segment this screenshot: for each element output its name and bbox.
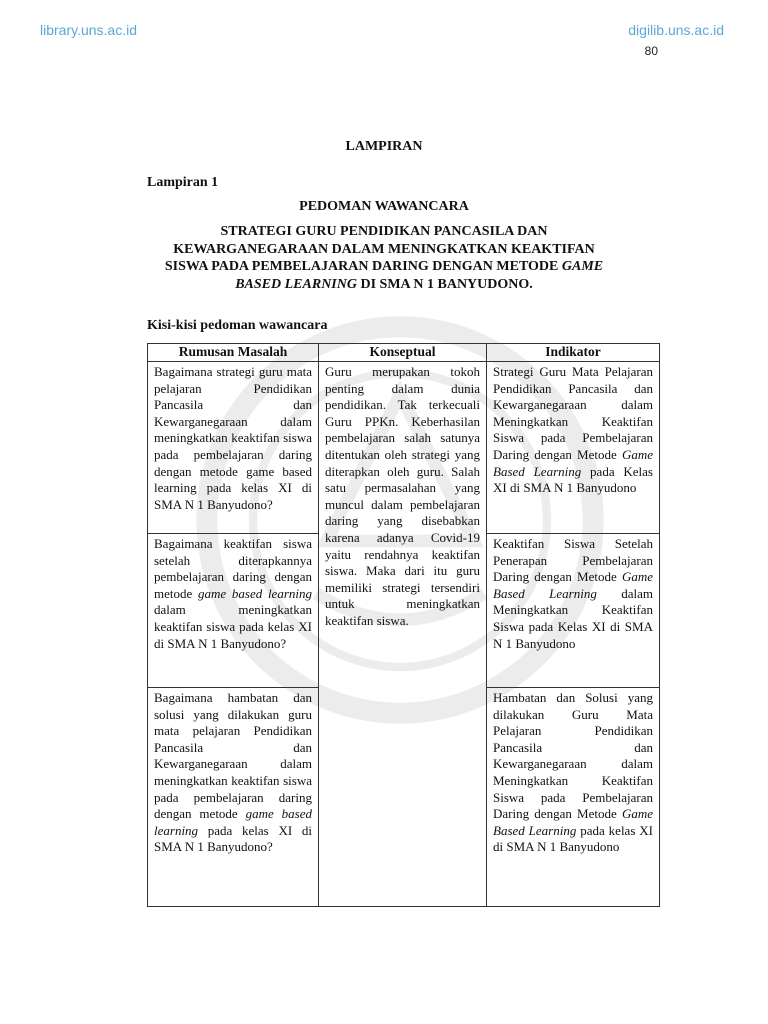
document-title: PEDOMAN WAWANCARA — [299, 199, 469, 214]
main-title: STRATEGI GURU PENDIDIKAN PANCASILA DAN KEWARGANEGARAAN DALAM MENINGKATKAN KEAKTIFAN SISWA PADA PEMBELAJARAN DARING DENGAN METODE GAME BASED LEARNING DI SMA N 1 BANYUDONO. — [164, 224, 604, 292]
rumusan-cell-3: Bagaimana hambatan dan solusi yang dilakukan guru mata pelajaran Pendidikan Pancasila dan Kewarganegaraan dalam meningkatkan keaktifan siswa pada pembelajaran daring dengan metode game based learning pada kelas XI di SMA N 1 Banyudono? — [148, 688, 319, 907]
watermark-right: digilib.uns.ac.id — [628, 22, 724, 38]
page-number: 80 — [644, 44, 658, 58]
heading-lampiran: LAMPIRAN — [345, 139, 423, 154]
header-indikator: Indikator — [487, 344, 660, 362]
interview-grid-table — [147, 343, 660, 907]
indikator-cell-3: Hambatan dan Solusi yang dilakukan Guru Mata Pelajaran Pendidikan Pancasila dan Kewarganegaraan dalam Meningkatkan Keaktifan Siswa pada Pembelajaran Daring dengan Metode Game Based Learning pada kelas XI di SMA N 1 Banyudono — [487, 688, 660, 907]
rumusan-cell-1: Bagaimana strategi guru mata pelajaran Pendidikan Pancasila dan Kewarganegaraan dalam meningkatkan keaktifan siswa pada pembelajaran daring dengan metode game based learning pada kelas XI di SMA N 1 Banyudono? — [148, 362, 319, 534]
indikator-cell-2: Keaktifan Siswa Setelah Penerapan Pembelajaran Daring dengan Metode Game Based Learning dalam Meningkatkan Keaktifan Siswa pada Kelas XI di SMA N 1 Banyudono — [487, 534, 660, 688]
section-label: Kisi-kisi pedoman wawancara — [147, 318, 328, 333]
table-row — [148, 362, 660, 534]
sub-heading: Lampiran 1 — [147, 175, 219, 190]
rumusan-cell-2: Bagaimana keaktifan siswa setelah diterapkannya pembelajaran daring dengan metode game based learning dalam meningkatkan keaktifan siswa pada kelas XI di SMA N 1 Banyudono? — [148, 534, 319, 688]
konseptual-cell: Guru merupakan tokoh penting dalam dunia pendidikan. Tak terkecuali Guru PPKn. Keberhasilan pembelajaran salah satunya ditentukan oleh strategi yang diterapkan oleh guru. Salah satu permasalahan yang muncul dalam pembelajaran daring yang disebabkan karena adanya Covid-19 yaitu rendahnya keaktifan siswa. Maka dari itu guru memiliki strategi tersendiri untuk meningkatkan keaktifan siswa. — [319, 362, 487, 907]
watermark-left: library.uns.ac.id — [40, 22, 138, 38]
table-header-row — [148, 344, 660, 362]
header-rumusan-masalah: Rumusan Masalah — [148, 344, 319, 362]
header-konseptual: Konseptual — [319, 344, 487, 362]
indikator-cell-1: Strategi Guru Mata Pelajaran Pendidikan Pancasila dan Kewarganegaraan dalam Meningkatkan Keaktifan Siswa pada Pembelajaran Daring dengan Metode Game Based Learning pada Kelas XI di SMA N 1 Banyudono — [487, 362, 660, 534]
